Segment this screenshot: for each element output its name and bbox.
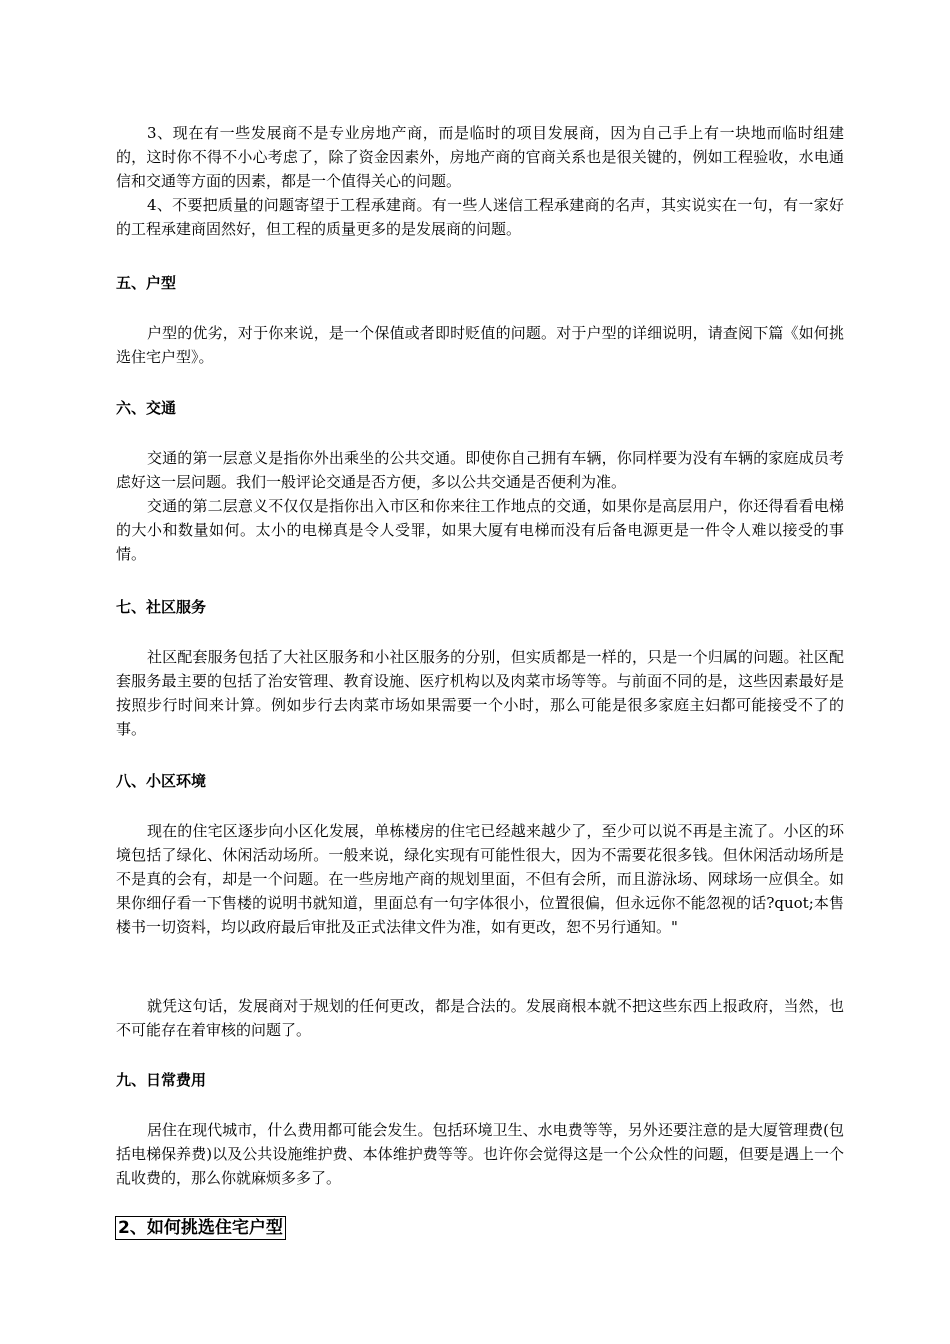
paragraph-section-6-1: 交通的第一层意义是指你外出乘坐的公共交通。即使你自己拥有车辆，你同样要为没有车辆的家庭成员考虑好这一层问题。我们一般评论交通是否方便，多以公共交通是否便利为准。	[116, 449, 844, 491]
paragraph-item-3: 3、现在有一些发展商不是专业房地产商，而是临时的项目发展商，因为自己手上有一块地而临时组建的，这时你不得不小心考虑了，除了资金因素外，房地产商的官商关系也是很关键的，例如工程验收，水电通信和交通等方面的因素，都是一个值得关心的问题。	[116, 124, 844, 190]
paragraph-section-5: 户型的优劣，对于你来说，是一个保值或者即时贬值的问题。对于户型的详细说明，请查阅下篇《如何挑选住宅户型》。	[116, 324, 844, 366]
heading-section-5: 五、户型	[116, 274, 177, 292]
next-article-heading: 2、如何挑选住宅户型	[115, 1216, 286, 1240]
paragraph-section-8-1: 现在的住宅区逐步向小区化发展，单栋楼房的住宅已经越来越少了，至少可以说不再是主流了。小区的环境包括了绿化、休闲活动场所。一般来说，绿化实现有可能性很大，因为不需要花很多钱。但休闲活动场所是不是真的会有，却是一个问题。在一些房地产商的规划里面，不但有会所，而且游泳场、网球场一应俱全。如果你细仔看一下售楼的说明书就知道，里面总有一句字体很小，位置很偏，但永远你不能忽视的话?quot;本售楼书一切资料，均以政府最后审批及正式法律文件为准，如有更改，恕不另行通知。"	[116, 822, 844, 936]
heading-section-8: 八、小区环境	[116, 772, 207, 790]
paragraph-item-4: 4、不要把质量的问题寄望于工程承建商。有一些人迷信工程承建商的名声，其实说实在一句，有一家好的工程承建商固然好，但工程的质量更多的是发展商的问题。	[116, 196, 844, 238]
heading-section-6: 六、交通	[116, 399, 177, 417]
paragraph-section-6-2: 交通的第二层意义不仅仅是指你出入市区和你来往工作地点的交通，如果你是高层用户，你还得看看电梯的大小和数量如何。太小的电梯真是令人受罪，如果大厦有电梯而没有后备电源更是一件令人难以接受的事情。	[116, 497, 844, 563]
paragraph-section-8-2: 就凭这句话，发展商对于规划的任何更改，都是合法的。发展商根本就不把这些东西上报政府，当然，也不可能存在着审核的问题了。	[116, 997, 844, 1039]
heading-section-9: 九、日常费用	[116, 1071, 207, 1089]
paragraph-section-9: 居住在现代城市，什么费用都可能会发生。包括环境卫生、水电费等等，另外还要注意的是大厦管理费(包括电梯保养费)以及公共设施维护费、本体维护费等等。也许你会觉得这是一个公众性的问题，但要是遇上一个乱收费的，那么你就麻烦多多了。	[116, 1121, 844, 1187]
heading-section-7: 七、社区服务	[116, 598, 207, 616]
paragraph-section-7: 社区配套服务包括了大社区服务和小社区服务的分别，但实质都是一样的，只是一个归属的问题。社区配套服务最主要的包括了治安管理、教育设施、医疗机构以及肉菜市场等等。与前面不同的是，这些因素最好是按照步行时间来计算。例如步行去肉菜市场如果需要一个小时，那么可能是很多家庭主妇都可能接受不了的事。	[116, 648, 844, 738]
